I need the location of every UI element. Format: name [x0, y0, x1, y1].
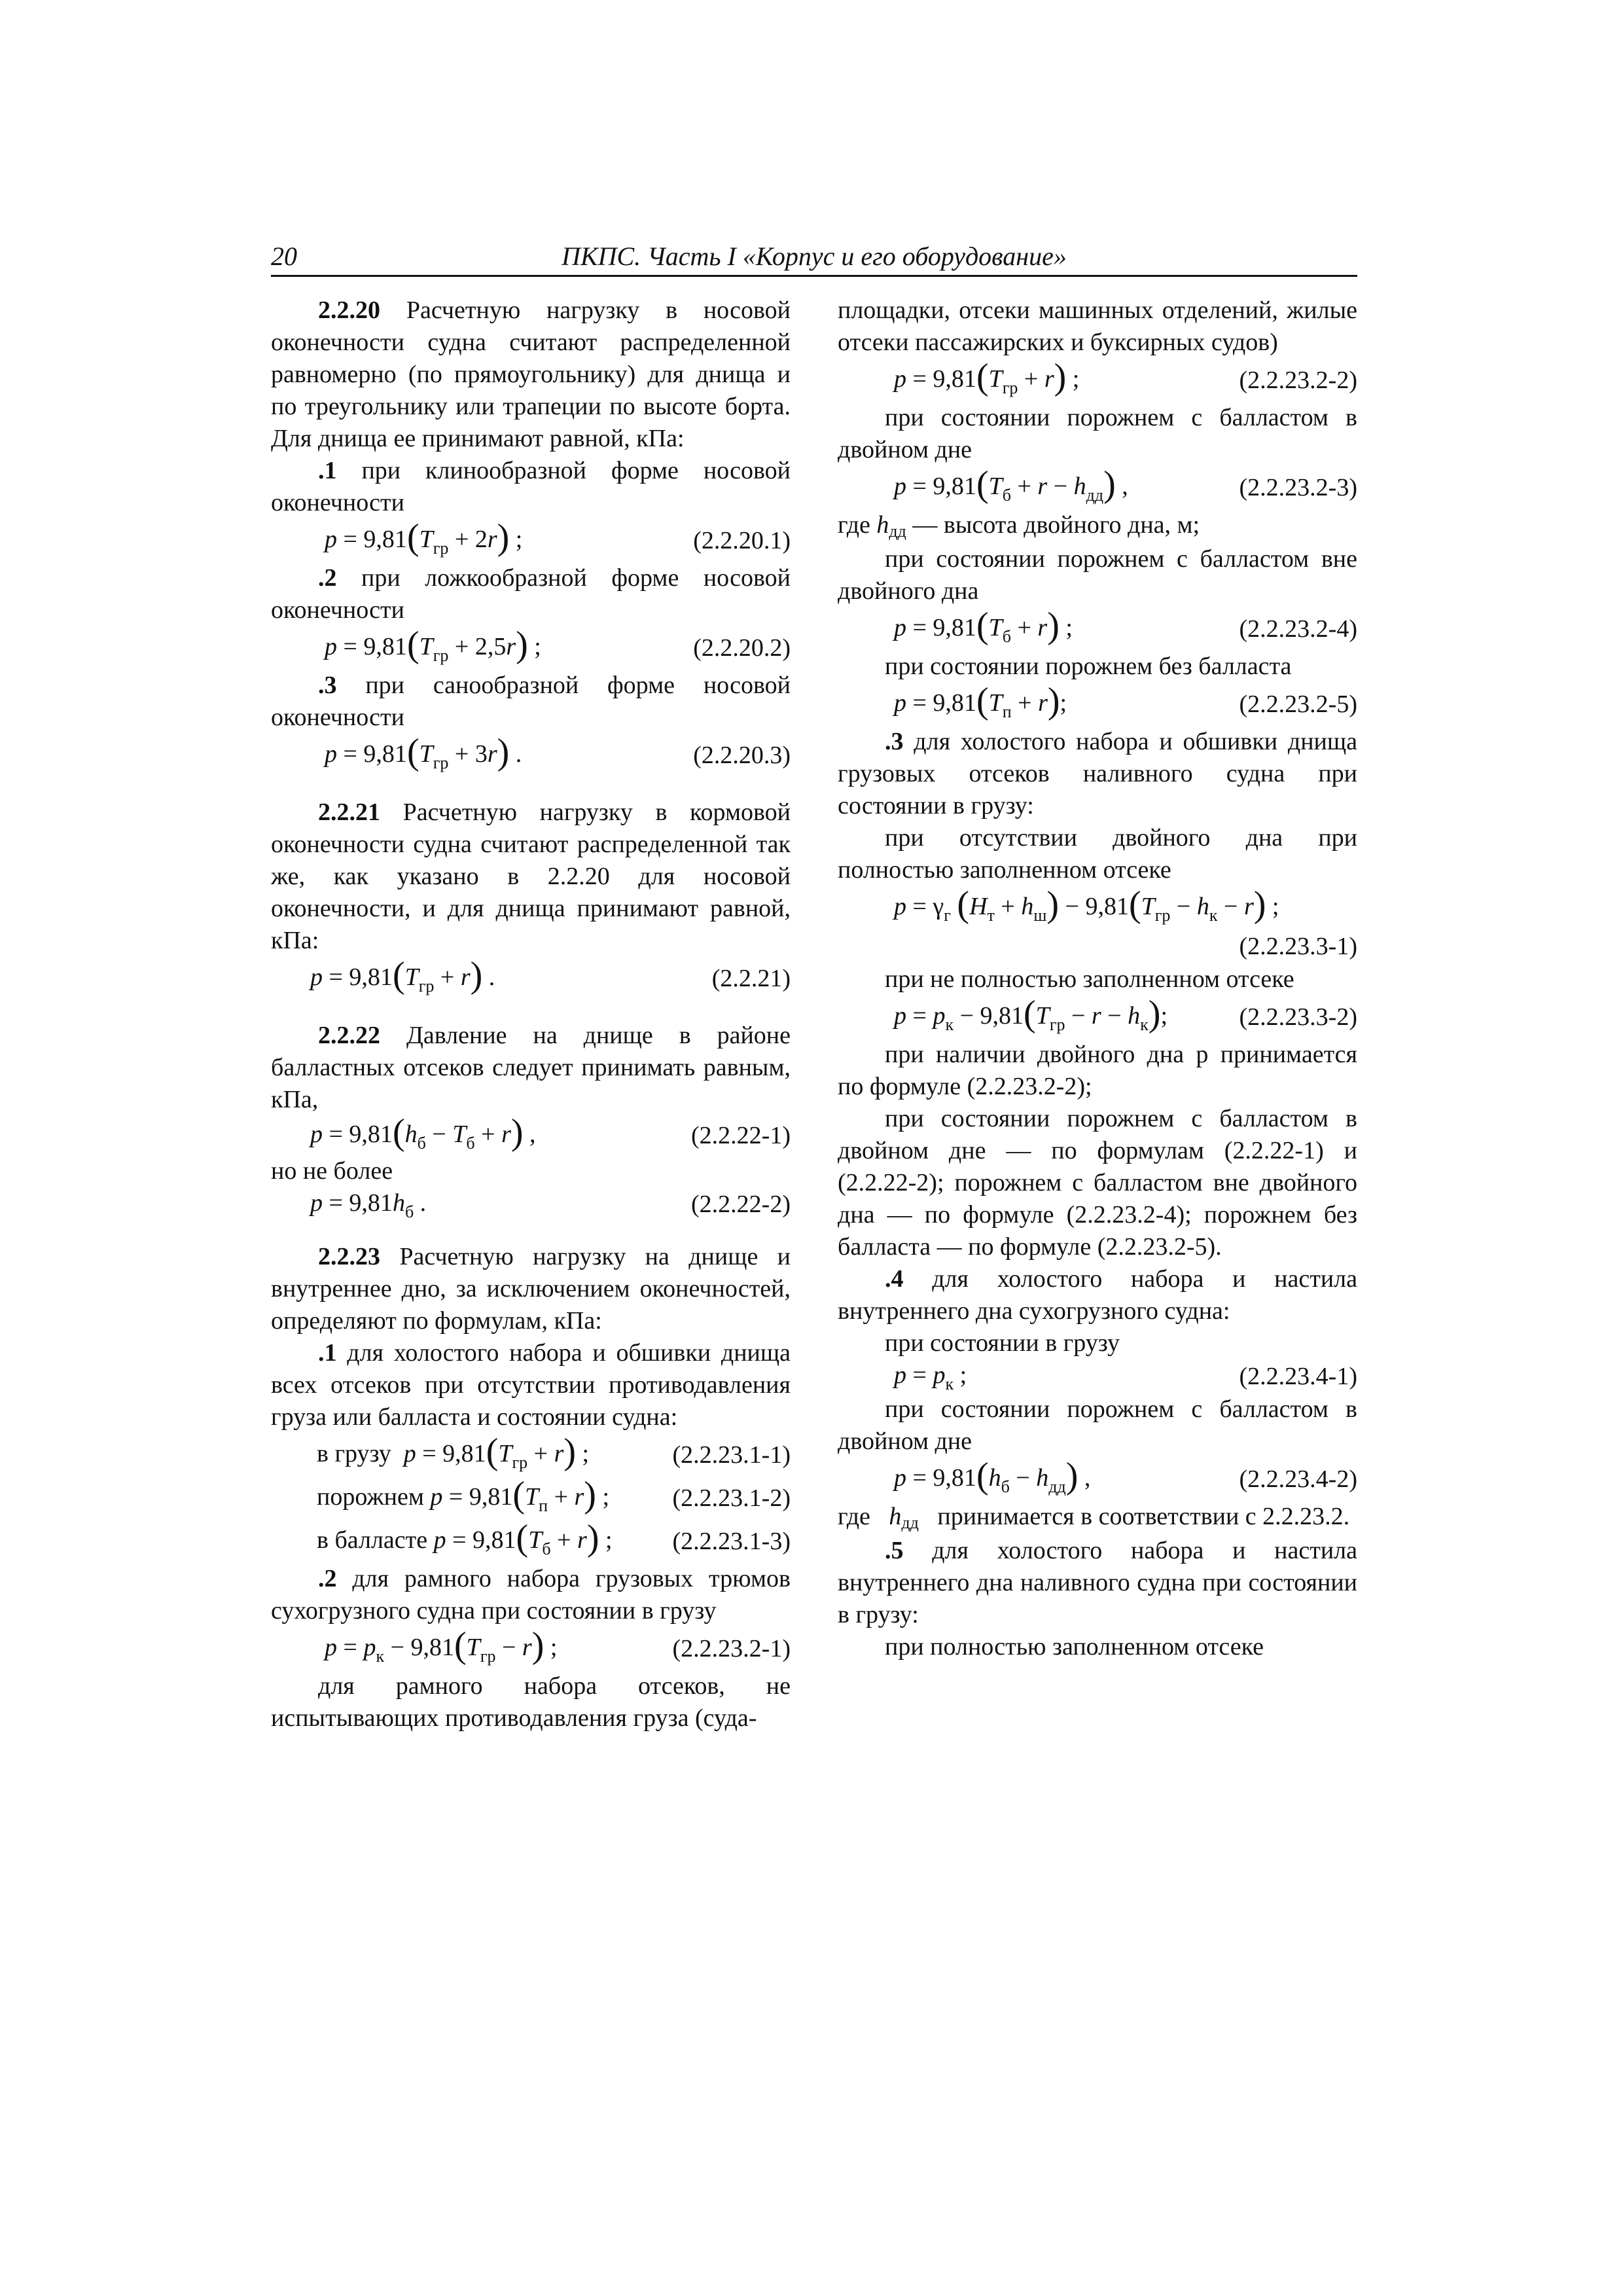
formula: в грузу $p = 9,81(T_{гр} + r)$ ; [317, 1431, 590, 1472]
empty-no-ballast-text: при состоянии порожнем без балласта [885, 653, 1292, 680]
where-hdd-text: где hдд — высота двойного дна, м; [838, 511, 1200, 541]
item-1-bottom [271, 1337, 791, 1433]
section-number: 2.2.21 [318, 798, 380, 826]
formula-number: (2.2.23.2-1) [672, 1634, 791, 1662]
formula-label: в грузу [317, 1440, 391, 1467]
formula: $p = 9,81(T_{гр} + r)$ . [310, 955, 495, 996]
item-2-bottom [271, 1563, 791, 1627]
formula-2-2-23-1-3 [271, 1520, 791, 1563]
formula-number: (2.2.22-1) [691, 1121, 791, 1149]
section-number: 2.2.22 [318, 1022, 380, 1049]
item-3-right [838, 726, 1357, 822]
empty-ballast-out-text: при состоянии порожнем с балластом вне двойного дна [838, 545, 1357, 605]
item-number: .2 [318, 564, 337, 592]
frame-text: для рамного набора отсеков, не испытывающих противодавления груза (суда- [271, 1672, 791, 1732]
right-column [838, 295, 1357, 1663]
section-text: Расчетную нагрузку на днище и внутреннее дно, за исключением оконечностей, определяют по формулам, кПа: [271, 1243, 791, 1335]
formula-2-2-23-3-2 [838, 996, 1357, 1039]
item-number: .1 [318, 1339, 337, 1367]
formula: $p = p_к - 9,81(T_{гр} - r)$ ; [325, 1625, 558, 1666]
formula-number: (2.2.23.1-1) [672, 1441, 791, 1469]
formula-number: (2.2.23.2-3) [1239, 473, 1357, 501]
section-text: Давление на днище в районе балластных отсеков следует принимать равным, кПа, [271, 1022, 791, 1113]
formula-2-2-23-2-4 [838, 607, 1357, 651]
formula-2-2-20-3 [271, 734, 791, 777]
formula-2-2-23-4-1 [838, 1359, 1357, 1393]
formula-2-2-23-2-2 [838, 359, 1357, 402]
formula-number: (2.2.23.1-3) [672, 1527, 791, 1555]
formula-number: (2.2.20.3) [693, 741, 791, 769]
formula-number: (2.2.23.1-2) [672, 1484, 791, 1512]
item-number: .4 [885, 1265, 904, 1293]
formula-number: (2.2.23.4-2) [1239, 1465, 1357, 1493]
page-number: 20 [271, 242, 297, 271]
not-full-text: при не полностью заполненном отсеке [885, 965, 1294, 993]
where-word: где [838, 1503, 870, 1530]
item-number: .1 [318, 457, 337, 484]
formula-number: (2.2.23.2-2) [1239, 366, 1357, 394]
formula-number: (2.2.23.3-1) [1239, 932, 1357, 960]
formula-2-2-23-3-1 [838, 886, 1357, 929]
where-definition: — высота двойного дна, м; [912, 511, 1200, 539]
empty-ballast-dd-text: при состоянии порожнем с балластом в двойном дне [838, 404, 1357, 463]
formula: $p = 9,81(h_б - T_б + r)$ , [310, 1112, 536, 1153]
formula-2-2-22-1 [271, 1112, 791, 1155]
item-5-right [838, 1535, 1357, 1631]
item-text: при ложкообразной форме носовой оконечности [271, 564, 791, 624]
in-load-text: при состоянии в грузу [885, 1329, 1120, 1357]
no-dd-full-text: при отсутствии двойного дна при полностью заполненном отсеке [838, 824, 1357, 884]
formula-2-2-23-1-2 [271, 1477, 791, 1520]
item-number: .2 [318, 1565, 337, 1592]
formula-2-2-23-2-5 [838, 683, 1357, 726]
running-title: ПКПС. Часть I «Корпус и его оборудование» [562, 242, 1067, 271]
item-4-right [838, 1263, 1357, 1327]
where-word: где [838, 511, 870, 539]
left-column [271, 295, 791, 1734]
formula-number: (2.2.23.2-5) [1239, 690, 1357, 718]
item-2 [271, 562, 791, 626]
formula-2-2-23-2-3 [838, 466, 1357, 509]
item-1 [271, 455, 791, 519]
formula: в балласте $p = 9,81(T_б + r)$ ; [317, 1518, 613, 1558]
formula-label: порожнем [317, 1483, 424, 1511]
continuation-text: площадки, отсеки машинных отделений, жилые отсеки пассажирских и буксирных судов) [838, 296, 1357, 356]
item-text: для холостого набора и настила внутреннего дна наливного судна при состоянии в грузу: [838, 1537, 1357, 1628]
formula-number: (2.2.22-2) [691, 1190, 791, 1218]
empty-ballast-dd2-text: при состоянии порожнем с балластом в двойном дне [838, 1395, 1357, 1455]
formula: $p = 9,81(T_п + r)$; [894, 681, 1067, 721]
item-text: для холостого набора и обшивки днища грузовых отсеков наливного судна при состоянии в грузу: [838, 728, 1358, 819]
formula-number: (2.2.21) [711, 964, 791, 992]
where-hdd2-text: где hдд принимается в соответствии с 2.2.23.2. [838, 1503, 1350, 1532]
formula: порожнем $p = 9,81(T_п + r)$ ; [317, 1475, 610, 1515]
section-text: Расчетную нагрузку в кормовой оконечности судна считают распределенной так же, как указано в 2.2.20 для носовой оконечности, и для днища принимают равной, кПа: [271, 798, 791, 954]
item-text: для холостого набора и обшивки днища всех отсеков при отсутствии противодавления груза или балласта и состоянии судна: [271, 1339, 791, 1431]
formula-2-2-20-1 [271, 519, 791, 562]
formula: $p = 9,81(T_{гр} + 2r)$ ; [325, 517, 523, 558]
formula: $p = 9,81(T_{гр} + 3r)$ . [325, 732, 522, 772]
item-text: при клинообразной форме носовой оконечности [271, 457, 791, 516]
formula: $p = 9,81(h_б - h_{дд})$ , [894, 1456, 1091, 1496]
section-number: 2.2.23 [318, 1243, 380, 1270]
section-2-2-20 [271, 295, 791, 455]
item-number: .3 [318, 672, 337, 699]
section-2-2-23 [271, 1241, 791, 1337]
formula-2-2-23-1-1 [271, 1433, 791, 1477]
formula: $p = p_к - 9,81(T_{гр} - r - h_к)$; [894, 994, 1168, 1034]
formula-2-2-21 [271, 957, 791, 1000]
formula-number: (2.2.23.4-1) [1239, 1362, 1357, 1390]
formula: $p = 9,81(T_б + r)$ ; [894, 605, 1073, 646]
section-text: Расчетную нагрузку в носовой оконечности судна считают распределенной равномерно (по прямоугольнику) для днища и по треугольнику или трапеции по высоте борта. Для днища ее принимают равной, кПа: [271, 296, 791, 452]
page-header [271, 241, 1357, 277]
item-number: .5 [885, 1537, 904, 1564]
with-dd-text: при наличии двойного дна p принимается по формуле (2.2.23.2-2); [838, 1041, 1357, 1100]
section-2-2-22 [271, 1020, 791, 1116]
formula-label: в балласте [317, 1526, 428, 1554]
section-number: 2.2.20 [318, 296, 380, 324]
item-text: для рамного набора грузовых трюмов сухогрузного судна при состоянии в грузу [271, 1565, 791, 1624]
item-text: для холостого набора и настила внутреннего дна сухогрузного судна: [838, 1265, 1357, 1325]
formula: $p = 9,81(T_б + r - h_{дд})$ , [894, 464, 1128, 505]
formula: $p = 9,81h_б$ . [310, 1189, 427, 1221]
item-text: при санообразной форме носовой оконечности [271, 672, 791, 731]
formula-2-2-23-2-1 [271, 1627, 791, 1670]
formula-number: (2.2.20.2) [693, 634, 791, 662]
formula-2-2-23-4-2 [838, 1458, 1357, 1501]
formula-number: (2.2.23.2-4) [1239, 615, 1357, 643]
item-number: .3 [885, 728, 904, 755]
full-compartment-text: при полностью заполненном отсеке [885, 1633, 1264, 1660]
formula: $p = p_к$ ; [894, 1361, 967, 1393]
formula: $p = \gamma_г$ $(H_т + h_ш) - 9,81(T_{гр} - h_к - r)$ ; [894, 884, 1279, 925]
item-3 [271, 670, 791, 734]
empty-ballast-long-text: при состоянии порожнем с балластом в двойном дне — по формулам (2.2.22-1) и (2.2.22-2); порожнем с балластом вне двойного дна — по формуле (2.2.23.2-4); порожнем без балласта — по формуле (2.2.23.2-5). [838, 1105, 1357, 1261]
formula: $p = 9,81(T_{гр} + 2,5r)$ ; [325, 624, 541, 665]
formula-number-row [838, 929, 1357, 963]
formula-number: (2.2.23.3-2) [1239, 1003, 1357, 1031]
formula-2-2-22-2 [271, 1187, 791, 1221]
section-2-2-21 [271, 797, 791, 957]
formula-number: (2.2.20.1) [693, 526, 791, 554]
formula-2-2-20-2 [271, 626, 791, 670]
formula: $p = 9,81(T_{гр} + r)$ ; [894, 357, 1080, 397]
not-more-text: но не более [271, 1157, 393, 1185]
where-definition: принимается в соответствии с 2.2.23.2. [937, 1503, 1350, 1530]
